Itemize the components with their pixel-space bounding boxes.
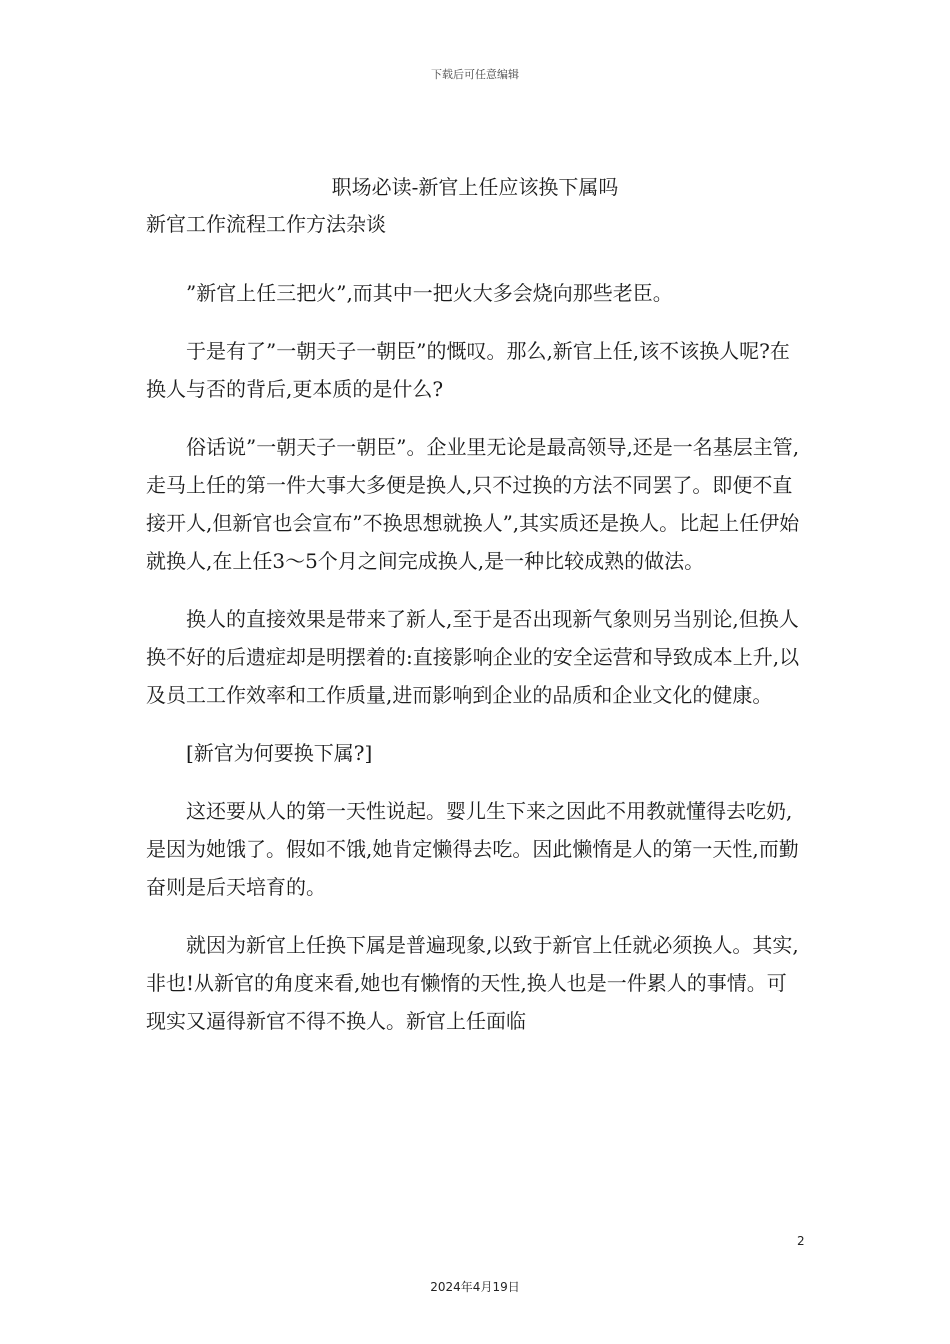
paragraph: 这还要从人的第一天性说起。婴儿生下来之因此不用教就懂得去吃奶,是因为她饿了。假如不饿,她肯定懒得去吃。因此懒惰是人的第一天性,而勤奋则是后天培育的。 (146, 799, 799, 899)
footer-date: 2024年4月19日 (430, 1280, 520, 1294)
paragraph: 俗话说”一朝天子一朝臣”。企业里无论是最高领导,还是一名基层主管,走马上任的第一件大事大多便是换人,只不过换的方法不同罢了。即便不直接开人,但新官也会宣布”不换思想就换人”,其实质还是换人。比起上任伊始就换人,在上任3～5个月之间完成换人,是一种比较成熟的做法。 (146, 435, 800, 573)
paragraph: 就因为新官上任换下属是普遍现象,以致于新官上任就必须换人。其实,非也!从新官的角度来看,她也有懒惰的天性,换人也是一件累人的事情。可现实又逼得新官不得不换人。新官上任面临 (146, 933, 799, 1033)
paragraph: ”新官上任三把火”,而其中一把火大多会烧向那些老臣。 (186, 281, 673, 305)
page-header: 下载后可任意编辑 (431, 68, 519, 81)
document-body (146, 274, 806, 1060)
page-number: 2 (797, 1234, 805, 1248)
document-subtitle: 新官工作流程工作方法杂谈 (146, 212, 386, 236)
paragraph: 于是有了”一朝天子一朝臣”的慨叹。那么,新官上任,该不该换人呢?在换人与否的背后,更本质的是什么? (146, 339, 790, 401)
paragraph: 换人的直接效果是带来了新人,至于是否出现新气象则另当别论,但换人换不好的后遗症却是明摆着的:直接影响企业的安全运营和导致成本上升,以及员工工作效率和工作质量,进而影响到企业的品质和企业文化的健康。 (146, 607, 800, 707)
document-title: 职场必读-新官上任应该换下属吗 (331, 175, 619, 199)
section-heading: [新官为何要换下属?] (186, 741, 373, 765)
